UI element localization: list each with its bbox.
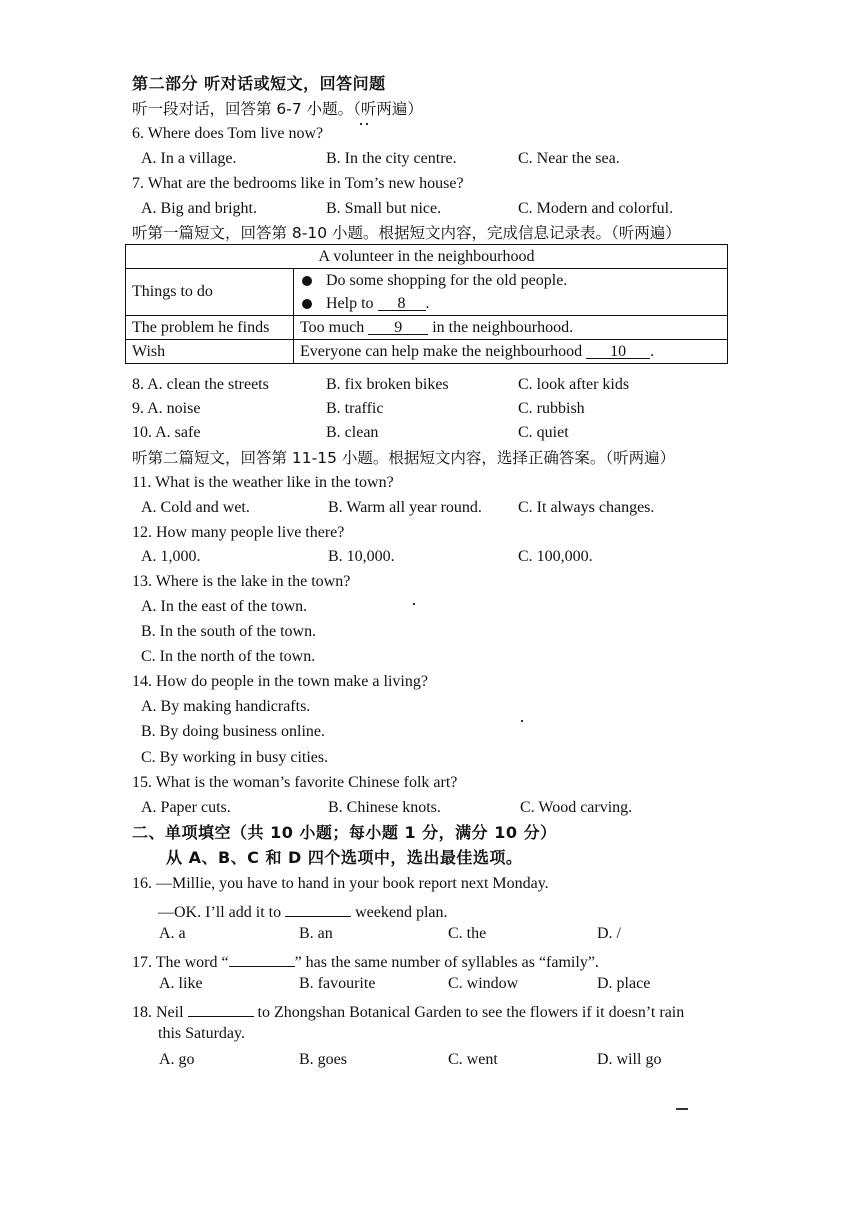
question-8-option-c: C. look after kids [518, 376, 630, 393]
scan-speck [521, 720, 523, 722]
question-16-option-c: C. the [448, 925, 487, 942]
question-7-option-a: A. Big and bright. [141, 200, 257, 217]
question-10-option-a: 10. A. safe [132, 424, 201, 441]
question-18-line-2: this Saturday. [158, 1025, 245, 1042]
question-17-option-a: A. like [159, 975, 203, 992]
table-label-things-to-do: Things to do [126, 269, 294, 316]
question-12-stem: 12. How many people live there? [132, 524, 345, 541]
info-record-table [125, 244, 728, 364]
wish-prefix: Everyone can help make the neighbourhood [300, 342, 583, 360]
question-18-suffix: to Zhongshan Botanical Garden to see the flowers if it doesn’t rain [257, 1004, 685, 1021]
question-16-prefix: —OK. I’ll add it to [158, 904, 282, 921]
question-13-option-a: A. In the east of the town. [141, 598, 308, 615]
question-17-option-d: D. place [597, 975, 651, 992]
question-16-option-b: B. an [299, 925, 333, 942]
table-problem [294, 316, 728, 340]
section-heading: 第二部分 听对话或短文，回答问题 [132, 74, 386, 93]
question-9-option-a: 9. A. noise [132, 400, 201, 417]
question-6-option-b: B. In the city centre. [326, 150, 457, 167]
question-16-blank[interactable] [285, 899, 351, 917]
question-12-option-b: B. 10,000. [328, 548, 395, 565]
question-7-option-b: B. Small but nice. [326, 200, 442, 217]
bullet-icon [302, 276, 312, 286]
question-14-option-c: C. By working in busy cities. [141, 749, 329, 766]
scan-speck [360, 123, 362, 125]
question-16-line-2 [158, 899, 448, 923]
question-18-prefix: 18. Neil [132, 1004, 184, 1021]
question-15-option-c: C. Wood carving. [520, 799, 633, 816]
table-task-2 [294, 292, 728, 316]
question-18-option-d: D. will go [597, 1051, 662, 1068]
question-17-prefix: 17. The word “ [132, 954, 229, 971]
single-choice-heading: 二、单项填空（共 10 小题；每小题 1 分，满分 10 分） [132, 823, 557, 842]
question-6-option-c: C. Near the sea. [518, 150, 620, 167]
question-15-option-b: B. Chinese knots. [328, 799, 441, 816]
wish-suffix: . [650, 342, 655, 360]
question-13-stem: 13. Where is the lake in the town? [132, 573, 351, 590]
passage2-instruction: 听第二篇短文，回答第 11-15 小题。根据短文内容，选择正确答案。（听两遍） [132, 449, 676, 467]
question-17-blank[interactable] [229, 949, 295, 967]
table-label-wish: Wish [126, 340, 294, 364]
question-14-stem: 14. How do people in the town make a living? [132, 673, 428, 690]
blank-8[interactable]: 8 [378, 293, 426, 311]
question-6-option-a: A. In a village. [141, 150, 237, 167]
question-16-suffix: weekend plan. [355, 904, 448, 921]
question-17-option-b: B. favourite [299, 975, 376, 992]
question-14-option-b: B. By doing business online. [141, 723, 326, 740]
question-10-option-c: C. quiet [518, 424, 569, 441]
question-17-stem [132, 949, 599, 973]
question-17-suffix: ” has the same number of syllables as “family”. [294, 954, 599, 971]
table-label-problem: The problem he finds [126, 316, 294, 340]
question-11-stem: 11. What is the weather like in the town? [132, 474, 394, 491]
bullet-icon [302, 299, 312, 309]
blank-10[interactable]: 10 [586, 341, 650, 359]
question-7-option-c: C. Modern and colorful. [518, 200, 674, 217]
question-11-option-c: C. It always changes. [518, 499, 655, 516]
question-16-line-1: 16. —Millie, you have to hand in your book report next Monday. [132, 875, 549, 892]
question-10-option-b: B. clean [326, 424, 379, 441]
question-6-stem: 6. Where does Tom live now? [132, 125, 324, 142]
question-13-option-b: B. In the south of the town. [141, 623, 317, 640]
question-18-option-c: C. went [448, 1051, 498, 1068]
question-18-line-1 [132, 999, 684, 1023]
question-15-stem: 15. What is the woman’s favorite Chinese folk art? [132, 774, 458, 791]
scan-speck [413, 603, 415, 605]
table-wish [294, 340, 728, 364]
problem-prefix: Too much [300, 318, 365, 336]
question-18-option-a: A. go [159, 1051, 195, 1068]
dialogue-instruction: 听一段对话，回答第 6-7 小题。（听两遍） [132, 100, 423, 118]
table-task-1 [294, 269, 728, 293]
task-2-suffix: . [425, 294, 430, 312]
question-15-option-a: A. Paper cuts. [141, 799, 231, 816]
question-11-option-b: B. Warm all year round. [328, 499, 482, 516]
table-title: A volunteer in the neighbourhood [126, 245, 728, 269]
question-12-option-c: C. 100,000. [518, 548, 593, 565]
task-1-text: Do some shopping for the old people. [326, 271, 568, 289]
question-16-option-d: D. / [597, 925, 621, 942]
question-13-option-c: C. In the north of the town. [141, 648, 316, 665]
question-18-option-b: B. goes [299, 1051, 347, 1068]
question-18-blank[interactable] [188, 999, 254, 1017]
passage1-instruction: 听第一篇短文，回答第 8-10 小题。根据短文内容，完成信息记录表。（听两遍） [132, 224, 681, 242]
question-8-option-a: 8. A. clean the streets [132, 376, 269, 393]
task-2-prefix: Help to [326, 294, 374, 312]
scan-speck [366, 123, 368, 125]
question-17-option-c: C. window [448, 975, 519, 992]
scan-speck [676, 1108, 688, 1110]
question-12-option-a: A. 1,000. [141, 548, 201, 565]
question-8-option-b: B. fix broken bikes [326, 376, 449, 393]
blank-9[interactable]: 9 [368, 317, 428, 335]
question-11-option-a: A. Cold and wet. [141, 499, 250, 516]
question-7-stem: 7. What are the bedrooms like in Tom’s new house? [132, 175, 464, 192]
single-choice-instruction: 从 A、B、C 和 D 四个选项中，选出最佳选项。 [166, 848, 523, 867]
question-9-option-b: B. traffic [326, 400, 384, 417]
question-16-option-a: A. a [159, 925, 186, 942]
question-14-option-a: A. By making handicrafts. [141, 698, 311, 715]
problem-suffix: in the neighbourhood. [432, 318, 574, 336]
question-9-option-c: C. rubbish [518, 400, 585, 417]
